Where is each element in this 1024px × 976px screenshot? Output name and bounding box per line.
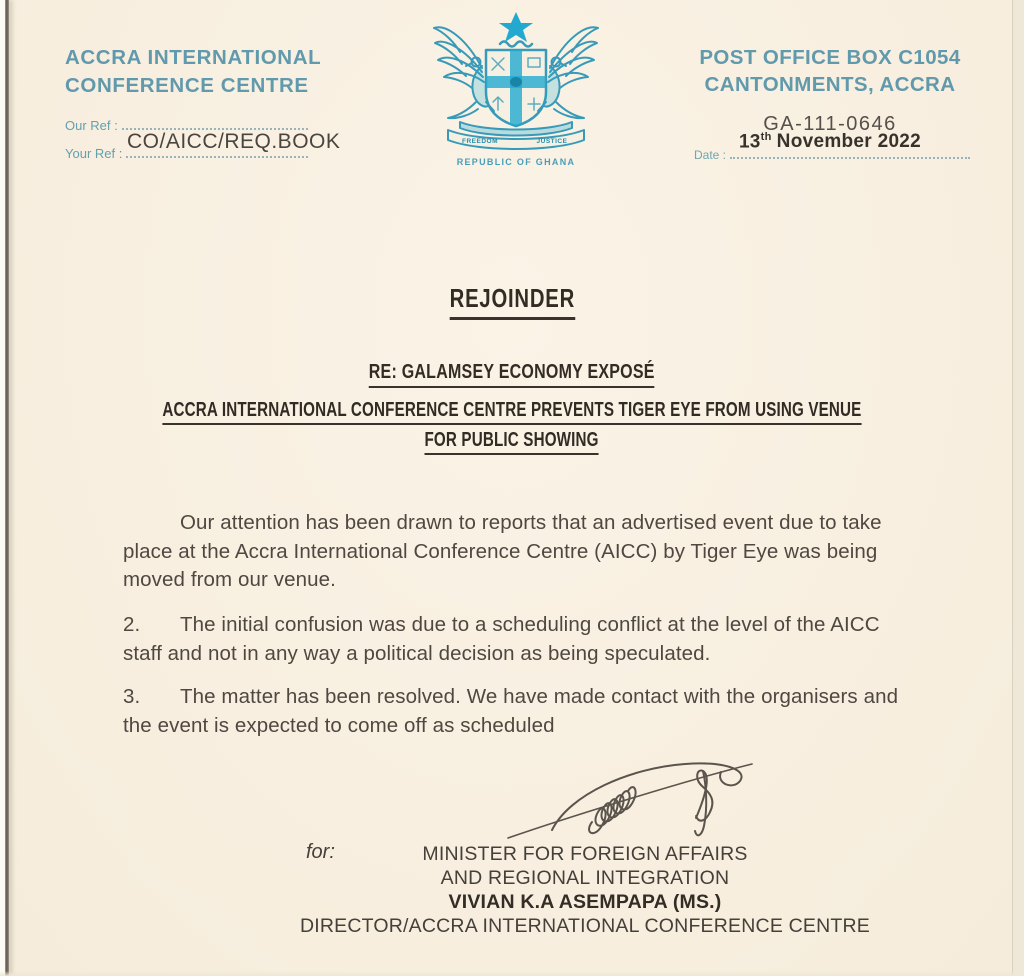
organization-name xyxy=(65,44,321,100)
our-ref-label: Our Ref : xyxy=(65,118,118,133)
date-ordinal: th xyxy=(760,131,772,143)
paragraph-2-text: The initial confusion was due to a scheduling conflict at the level of the AICC staff and not in any way a political decision as being speculated. xyxy=(123,613,880,665)
for-label: for: xyxy=(306,841,335,863)
paragraph-3-text: The matter has been resolved. We have made contact with the organisers and the event is expected to come off as scheduled xyxy=(123,685,899,737)
date-day: 13 xyxy=(738,131,761,153)
handwritten-signature xyxy=(500,734,790,851)
paragraph-2-number: 2. xyxy=(123,613,141,636)
signoff-line2: AND REGIONAL INTEGRATION xyxy=(440,867,730,889)
date-month-year: November 2022 xyxy=(776,131,922,153)
organization-name-line2: CONFERENCE CENTRE xyxy=(65,74,309,97)
date-dotted-line xyxy=(730,157,970,159)
subject-line: RE: GALAMSEY ECONOMY EXPOSÉ xyxy=(369,361,655,388)
headline-block xyxy=(0,399,1024,459)
headline-line1-row xyxy=(0,399,1024,425)
headline-line1: ACCRA INTERNATIONAL CONFERENCE CENTRE PREVENTS TIGER EYE FROM USING VENUE xyxy=(162,399,861,425)
postal-address-line2: CANTONMENTS, ACCRA xyxy=(704,73,956,96)
signature-scribble-icon xyxy=(500,734,790,846)
signoff-title: DIRECTOR/ACCRA INTERNATIONAL CONFERENCE CENTRE xyxy=(299,915,871,937)
postal-address-line1: POST OFFICE BOX C1054 xyxy=(699,46,961,69)
page-left-edge-line xyxy=(5,0,9,976)
date-row xyxy=(694,148,970,162)
signoff-name: VIVIAN K.A ASEMPAPA (MS.) xyxy=(448,891,722,913)
organization-name-line1: ACCRA INTERNATIONAL xyxy=(65,46,322,69)
signoff-line1: MINISTER FOR FOREIGN AFFAIRS xyxy=(422,843,748,865)
letter-title-row xyxy=(0,283,1024,320)
your-ref-label: Your Ref : xyxy=(65,146,123,161)
motto-freedom-text: FREEDOM xyxy=(462,138,498,145)
your-ref-value: CO/AICC/REQ.BOOK xyxy=(127,130,341,153)
subject-row xyxy=(0,361,1024,388)
paragraph-2 xyxy=(123,611,901,668)
paragraph-1-text: Our attention has been drawn to reports that an advertised event due to take place at the Accra International Conference Centre (AICC) by Tiger Eye was being moved from our venue. xyxy=(123,511,882,591)
coat-of-arms-emblem xyxy=(430,10,602,167)
page-right-edge xyxy=(1012,0,1024,976)
your-ref-dotted-line xyxy=(126,156,308,158)
paragraph-3-number: 3. xyxy=(123,685,141,708)
paragraph-1 xyxy=(123,509,901,595)
paragraph-3 xyxy=(123,683,901,740)
motto-justice-text: JUSTICE xyxy=(536,138,568,145)
ghana-coat-of-arms-icon xyxy=(430,10,602,150)
your-ref-row xyxy=(65,146,308,161)
postal-address xyxy=(690,44,970,98)
headline-line2: FOR PUBLIC SHOWING xyxy=(425,429,599,455)
headline-line2-row xyxy=(0,429,1024,455)
letter-title: REJOINDER xyxy=(449,283,574,320)
page-bottom-edge xyxy=(0,971,1024,976)
gps-address: GA-111-0646 xyxy=(763,113,897,135)
date-label: Date : xyxy=(694,148,727,162)
emblem-caption: REPUBLIC OF GHANA xyxy=(456,157,576,167)
